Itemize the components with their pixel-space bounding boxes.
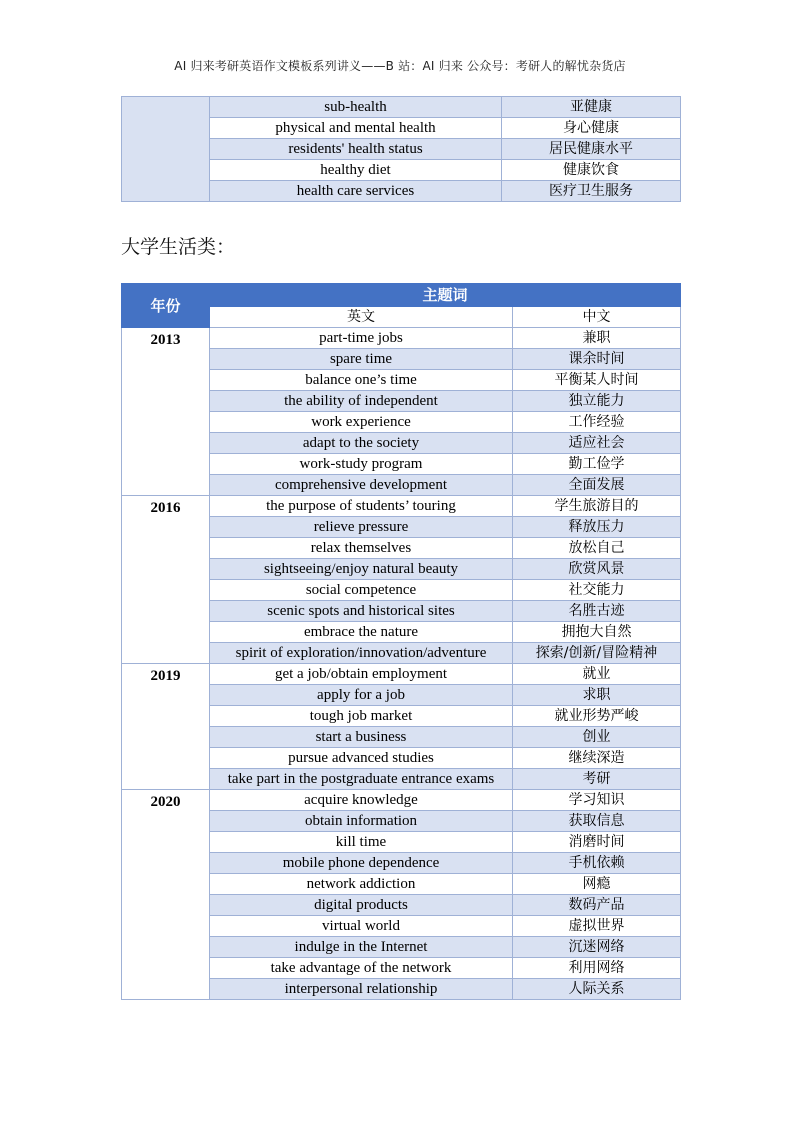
chinese-term: 兼职 [513, 328, 681, 349]
english-term: spare time [210, 349, 513, 370]
english-term: the ability of independent [210, 391, 513, 412]
chinese-term: 课余时间 [513, 349, 681, 370]
chinese-term: 释放压力 [513, 517, 681, 538]
chinese-term: 手机依赖 [513, 853, 681, 874]
english-term: take part in the postgraduate entrance exams [210, 769, 513, 790]
english-term: network addiction [210, 874, 513, 895]
english-subheader: 英文 [210, 307, 513, 328]
english-term: spirit of exploration/innovation/adventure [210, 643, 513, 664]
english-term: mobile phone dependence [210, 853, 513, 874]
chinese-term: 数码产品 [513, 895, 681, 916]
english-term: interpersonal relationship [210, 979, 513, 1000]
english-term: scenic spots and historical sites [210, 601, 513, 622]
english-term: work experience [210, 412, 513, 433]
english-term: physical and mental health [210, 118, 502, 139]
english-term: acquire knowledge [210, 790, 513, 811]
chinese-term: 沉迷网络 [513, 937, 681, 958]
chinese-term: 勤工俭学 [513, 454, 681, 475]
english-term: pursue advanced studies [210, 748, 513, 769]
chinese-term: 适应社会 [513, 433, 681, 454]
chinese-term: 利用网络 [513, 958, 681, 979]
table-row [122, 97, 681, 118]
health-vocab-table [121, 96, 681, 202]
section-title: 大学生活类： [121, 236, 236, 258]
english-term: get a job/obtain employment [210, 664, 513, 685]
chinese-term: 全面发展 [513, 475, 681, 496]
english-term: apply for a job [210, 685, 513, 706]
chinese-term: 探索/创新/冒险精神 [513, 643, 681, 664]
table-row [122, 496, 681, 517]
chinese-term: 身心健康 [502, 118, 681, 139]
english-term: adapt to the society [210, 433, 513, 454]
chinese-term: 拥抱大自然 [513, 622, 681, 643]
topic-column-header: 主题词 [210, 284, 681, 307]
chinese-term: 学习知识 [513, 790, 681, 811]
chinese-term: 创业 [513, 727, 681, 748]
english-term: relieve pressure [210, 517, 513, 538]
chinese-term: 社交能力 [513, 580, 681, 601]
chinese-term: 工作经验 [513, 412, 681, 433]
english-term: virtual world [210, 916, 513, 937]
chinese-term: 学生旅游目的 [513, 496, 681, 517]
chinese-term: 独立能力 [513, 391, 681, 412]
english-term: relax themselves [210, 538, 513, 559]
college-life-vocab-table [121, 283, 681, 1000]
chinese-term: 医疗卫生服务 [502, 181, 681, 202]
english-term: obtain information [210, 811, 513, 832]
chinese-term: 考研 [513, 769, 681, 790]
english-term: work-study program [210, 454, 513, 475]
chinese-term: 人际关系 [513, 979, 681, 1000]
table-row [122, 790, 681, 811]
english-term: sub-health [210, 97, 502, 118]
chinese-term: 放松自己 [513, 538, 681, 559]
chinese-term: 获取信息 [513, 811, 681, 832]
chinese-subheader: 中文 [513, 307, 681, 328]
english-term: social competence [210, 580, 513, 601]
english-term: take advantage of the network [210, 958, 513, 979]
english-term: part-time jobs [210, 328, 513, 349]
chinese-term: 继续深造 [513, 748, 681, 769]
english-term: digital products [210, 895, 513, 916]
chinese-term: 平衡某人时间 [513, 370, 681, 391]
chinese-term: 就业 [513, 664, 681, 685]
english-term: embrace the nature [210, 622, 513, 643]
english-term: healthy diet [210, 160, 502, 181]
year-cell: 2013 [122, 328, 210, 496]
english-term: balance one’s time [210, 370, 513, 391]
english-term: residents' health status [210, 139, 502, 160]
chinese-term: 就业形势严峻 [513, 706, 681, 727]
chinese-term: 名胜古迹 [513, 601, 681, 622]
table-row [122, 328, 681, 349]
category-cell [122, 97, 210, 202]
chinese-term: 求职 [513, 685, 681, 706]
table-row [122, 664, 681, 685]
english-term: kill time [210, 832, 513, 853]
english-term: start a business [210, 727, 513, 748]
year-cell: 2016 [122, 496, 210, 664]
year-column-header: 年份 [122, 284, 210, 328]
english-term: indulge in the Internet [210, 937, 513, 958]
chinese-term: 网瘾 [513, 874, 681, 895]
english-term: comprehensive development [210, 475, 513, 496]
chinese-term: 居民健康水平 [502, 139, 681, 160]
chinese-term: 亚健康 [502, 97, 681, 118]
chinese-term: 消磨时间 [513, 832, 681, 853]
english-term: the purpose of students’ touring [210, 496, 513, 517]
chinese-term: 健康饮食 [502, 160, 681, 181]
english-term: tough job market [210, 706, 513, 727]
chinese-term: 欣赏风景 [513, 559, 681, 580]
english-term: health care services [210, 181, 502, 202]
chinese-term: 虚拟世界 [513, 916, 681, 937]
english-term: sightseeing/enjoy natural beauty [210, 559, 513, 580]
year-cell: 2020 [122, 790, 210, 1000]
year-cell: 2019 [122, 664, 210, 790]
page-header: AI 归来考研英语作文模板系列讲义——B 站：AI 归来 公众号：考研人的解忧杂货店 [174, 59, 626, 73]
